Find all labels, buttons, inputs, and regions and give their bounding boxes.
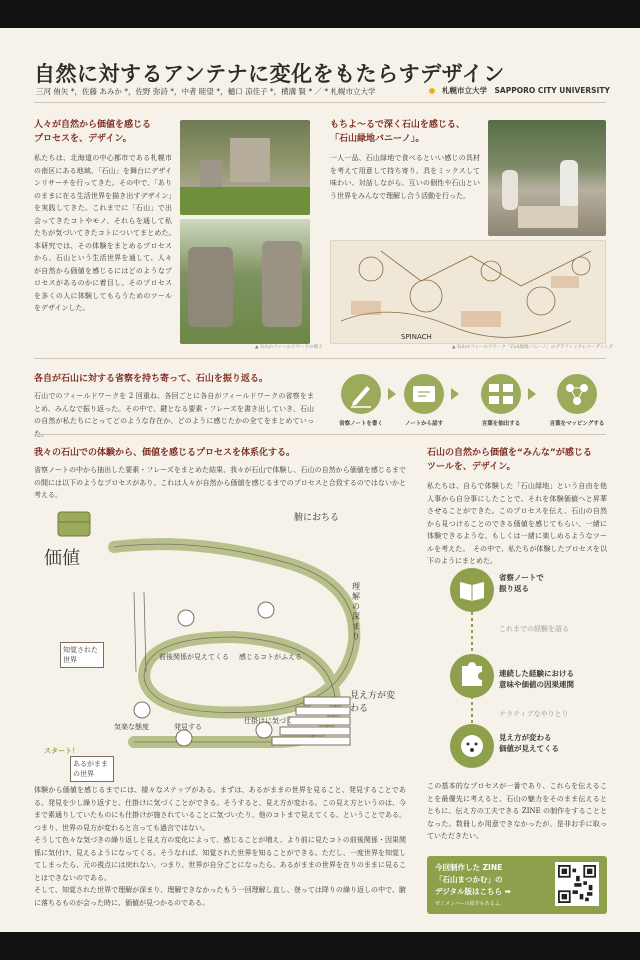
top-bar [0,0,640,28]
step-label-2: ノートから話す [404,421,444,427]
relaxed-attitude-label: 気楽な態度 [114,723,149,731]
rock-block [188,247,233,327]
mapping-icon [557,374,597,414]
flow-step-3: 見え方が変わる 価値が見えてくる [499,733,559,753]
section4-body3: そうして色々な気づきの繰り返しと見え方の変化によって、感じることが増え、より前に見たコトの前後関係・因果関係に気付け、見えるようになってくる。そうなれば、知覚された世界を知ることができる。ただし、一度世界を知覚してしまったら、元の視点には戻れない。つまり、世界が自分ごとになったら、あるがままの世界を在りのままに見ることはできないのである。 [34,836,406,882]
rock-block [230,138,270,182]
puzzle-icon [450,654,494,698]
mechanism-label: 仕掛けに気づく [244,717,293,725]
natural-world-sign: あるがままの世界 [70,756,114,782]
arrow-icon [451,388,459,400]
rock-block [262,241,302,327]
start-label: スタート！ [44,747,79,755]
university-logo [427,85,610,96]
flow-step-1: 省察ノートで 振り返る [499,573,544,593]
process-diagram [34,502,410,784]
section1-body: 私たちは、北海道の中心都市である札幌市の南区にある地域、「石山」を舞台にデザインリサーチを行ってきた。その中で、「ありのままに在る生活世界を描き出すデザイン」を実践してきた。これまでに「石山」で出会ってきたコトやモノ、それらを通して私たちが気づいてきたコトについてまとめた。 本研究では、その体験をまとめるプロセスから、石山という生活世界を通して、人々が自然から価値を感じるにはどのようなプロセスがあるのかに着目し、そのプロセスを多くの人に体験してもらうためのツールをデザインした。 [34,154,179,312]
bottom-bar [0,932,640,960]
svg-text:SPINACH: SPINACH [401,333,432,341]
discover-label: 発見する [174,723,202,731]
table [518,206,578,228]
context-label: 前後関係が見えてくる [159,653,229,661]
value-label: 価値 [44,548,80,569]
zine-link-box[interactable] [427,856,607,914]
surprised-face-icon [450,724,494,768]
section-divider [34,358,606,359]
notebook-icon [450,568,494,612]
person [502,170,518,210]
title-divider [34,102,606,103]
person [560,160,578,210]
step-label-1: 省察ノートを書く [339,421,383,427]
section3-body: 石山でのフィールドワークを 2 回重ね、各回ごとに各自がフィールドワークの省察をまとめ、みんなで振り返った。その中で、鍵となる要素・フレーズを書き出していき、石山の自然が私たちにとってどのような存在か、どのように感じたかの全てをまとめていっ [34,392,314,425]
section2-heading: もちよ〜るで深く石山を感じる、 「石山緑地バニーノ」。 [330,120,465,144]
zine-line3: デジタル版はこちら ➡ [435,887,511,896]
fieldwork-photo-1 [180,120,310,215]
picnic-photo [488,120,606,236]
zine-line2: 「石山まつかむ」の [435,875,503,884]
section-divider [34,434,606,435]
arrow-icon [528,388,536,400]
grass [180,187,310,215]
step-label-4: 言葉をマッピングする [549,421,605,427]
talk-icon [404,374,444,414]
extract-words-icon [481,374,521,414]
qr-code-pattern [558,865,596,903]
step-label-3: 言葉を抽出する [481,421,521,427]
photo-caption-1: ▲ 石山のフィールドワークの様子 [255,345,323,350]
university-flower-icon [427,86,437,96]
zine-line1: 今回制作した ZINE [435,863,503,872]
arrow-icon [388,388,396,400]
understanding-label: 理解の深まり [352,582,360,641]
pen-note-icon [341,374,381,414]
flow-sub-2: ナラティブなやりとり [499,710,569,718]
university-name: 札幌市立大学 SAPPORO CITY UNIVERSITY [442,86,610,95]
flow-sub-1: これまでの経験を語る [499,625,569,633]
authors: 三河 侑矢 *，佐藤 あみか *，佐野 弥詩 *，中者 睦望 *，樋口 涼佳子 *，横溝 賢 * ／ * 札幌市立大学 [36,87,376,96]
section4-heading: 我々の石山での体験から、価値を感じるプロセスを体系化する。 [34,448,296,458]
poster-title: 自然に対するアンテナに変化をもたらすデザイン [34,62,505,86]
feel-more-label: 感じるコトがふえる [239,653,302,661]
zine-note: ゼミメンバーの紹介もあるよ。 [435,901,505,907]
section5-heading: 石山の自然から価値を“みんな”が感じる ツールを、デザイン。 [427,448,592,472]
view-change-label: 見え方が変わる [350,691,396,714]
section4-body2: 体験から価値を感じるまでには、様々なステップがある。まずは、あるがままの世界を見ること、発見することである。発見を少し繰り返すと、仕掛けに気づくことができる。そうすると、見え方が変わる。この見え方というのは、今まで素通りしていたものにも仕掛けが施されていることに気づいたり、他のコトまで見えてくる、ということである。つまり、世界の見方が変わると言っても過言ではない。 [34,786,406,832]
perceived-world-sign: 知覚された世界 [60,642,104,668]
graphic-recording [330,240,606,344]
poster [0,28,640,932]
section5-body2: この基本的なプロセスが一番であり、これらを伝えることを最優先に考えると、石山の魅力をそのまま伝えるとともに、伝え方の工夫できる ZINE の制作をすることとなった。数冊しか用意できなかったが、是非お手に取っていただきたい。 [427,782,607,840]
understood-label: 腑におちる [294,513,340,523]
section2-body: 一人一品、石山緑地で食べるといい感じの具材を考えて用意して持ち寄り、具をミックスして味わい、対話しながら、互いの個性や石山という世界をみんなで理解し合う活動を行った。 [330,154,480,200]
qr-code[interactable] [555,862,599,906]
fieldwork-photo-2 [180,219,310,344]
section4-body: 省察ノートの中から抽出した要素・フレーズをまとめた結果、我々が石山で体験し、石山の自然から価値を感じるまでの間には以下のようなプロセスがあり、これは人々が自然から価値を感じるまでのプロセスと合致するのではないかと考える。 [34,466,406,499]
flow-step-2: 連続した経験における 意味や価値の因果連関 [499,669,574,689]
section3-heading: 各自が石山に対する省察を持ち寄って、石山を振り返る。 [34,374,268,384]
section1-heading: 人々が自然から価値を感じる プロセスを、デザイン。 [34,120,152,144]
section5-body: 私たちは、自らで体験した「石山緑地」という自由を他人事から自分事にしたことで、それを体験価値へと昇華させることができた。このプロセスを伝え、石山の自然から見つけることのできる価値を感じてもらい、一緒に体験できるような、もしくは一緒に楽しめるようなツールを考えた。 その中で、私たちが体験したプロセスを以下のようにまとめた。 [427,482,607,565]
graphic-recording-doodles [331,241,606,344]
photo-caption-2: ▲ 石山のフィールドワーク「石山緑地バニーノ」のグラフィックレコーディング [452,345,614,350]
section4-body4: そして、知覚された世界で理解が深まり、理解できなかったもう一回理解し直し、登っては降りの繰り返しの中で、腑に落ちるものが会った時に、価値が見つかるのである。 [34,886,406,907]
